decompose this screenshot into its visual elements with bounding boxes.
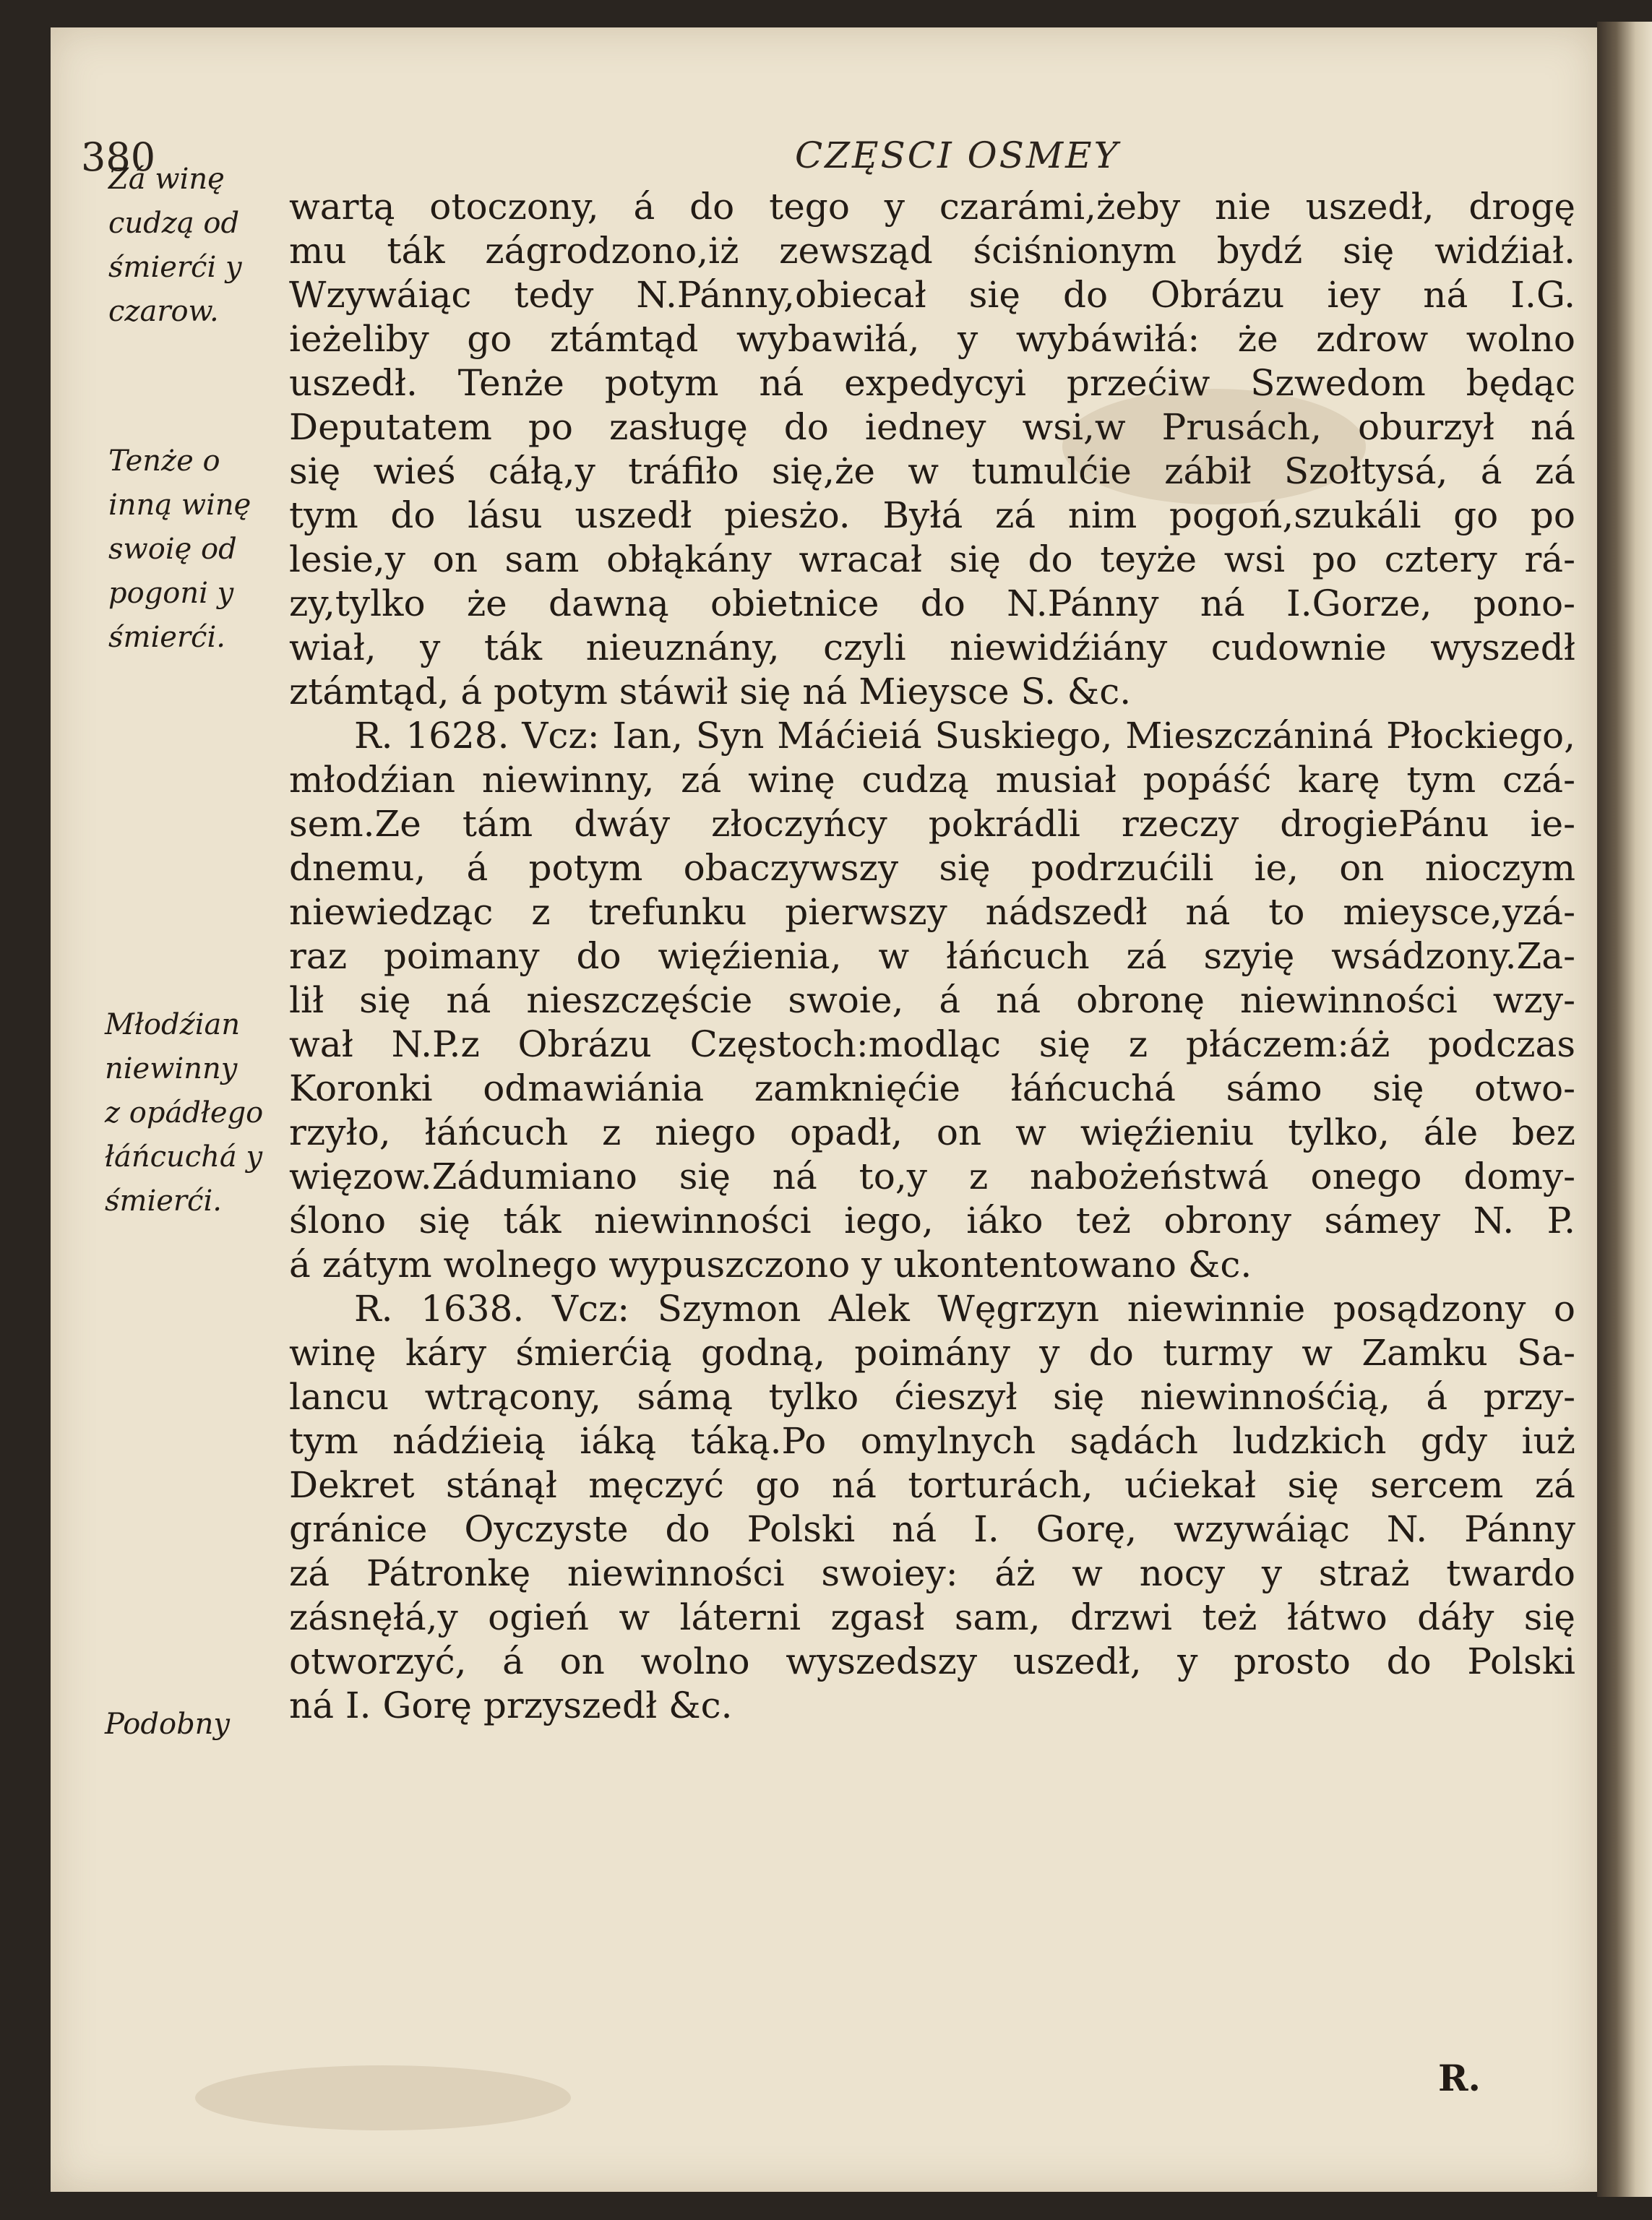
text-line: tym nádźieią iáką táką.Po omylnych sądách ludzkich gdy iuż — [289, 1420, 1575, 1462]
book-spine — [1597, 22, 1652, 2197]
body-text — [289, 185, 1575, 1728]
paper-stain — [195, 2065, 571, 2130]
text-line: zy,tylko że dawną obietnice do N.Pánny ná I.Gorze, pono- — [289, 582, 1575, 624]
text-line: ślono się ták niewinności iego, iáko też obrony sámey N. P. — [289, 1200, 1575, 1242]
margin-note-line: łáńcuchá y — [105, 1140, 263, 1174]
text-line: wartą otoczony, á do tego y czarámi,żeby nie uszedł, drogę — [289, 186, 1575, 228]
margin-note-line: śmierći. — [105, 1184, 222, 1218]
margin-note-line: Młodźian — [105, 1008, 241, 1041]
margin-note-line: inną winę — [108, 489, 251, 522]
margin-note — [105, 1003, 293, 1223]
margin-note-line: cudzą od — [108, 207, 240, 240]
book-page — [51, 27, 1597, 2192]
margin-note — [105, 1703, 293, 1747]
text-line: Deputatem po zasługę do iedney wsi,w Prusách, oburzył ná — [289, 406, 1575, 448]
text-line: niewiedząc z trefunku pierwszy nádszedł ná to mieysce,yzá- — [289, 891, 1575, 933]
text-line: dnemu, á potym obaczywszy się podrzućili ie, on nioczym — [289, 847, 1575, 889]
text-line: R. 1628. Vcz: Ian, Syn Máćieiá Suskiego, Mieszczániná Płockiego, — [354, 715, 1575, 757]
margin-note — [108, 439, 296, 660]
text-line: zá Pátronkę niewinności swoiey: áż w nocy y straż twardo — [289, 1552, 1575, 1594]
margin-note — [108, 158, 296, 334]
text-line: młodźian niewinny, zá winę cudzą musiał popáść karę tym czá- — [289, 759, 1575, 801]
margin-note-line: pogoni y — [108, 577, 234, 610]
text-line: uszedł. Tenże potym ná expedycyi przećiw Szwedom będąc — [289, 362, 1575, 404]
margin-note-line: swoię od — [108, 533, 237, 566]
margin-note-line: śmierći y — [108, 251, 242, 284]
text-line: lił się ná nieszczęście swoie, á ná obronę niewinności wzy- — [289, 979, 1575, 1021]
text-line: ieżeliby go ztámtąd wybawiłá, y wybáwiłá: że zdrow wolno — [289, 318, 1575, 360]
margin-note-line: z opádłego — [105, 1096, 264, 1130]
text-line: się wieś cáłą,y tráfiło się,że w tumulćie zábił Szołtysá, á zá — [289, 450, 1575, 492]
text-line: Wzywáiąc tedy N.Pánny,obiecał się do Obrázu iey ná I.G. — [289, 274, 1575, 316]
text-line: wiał, y ták nieuznány, czyli niewidźiány cudownie wyszedł — [289, 627, 1575, 668]
margin-note-line: śmierći. — [108, 621, 225, 654]
running-head: CZĘSCI OSMEY — [795, 134, 1120, 176]
margin-note-line: niewinny — [105, 1052, 238, 1085]
text-line: Koronki odmawiánia zamknięćie łáńcuchá sámo się otwo- — [289, 1067, 1575, 1109]
text-line: ztámtąd, á potym stáwił się ná Mieysce S. &c. — [289, 671, 1132, 713]
text-line: winę káry śmierćią godną, poimány y do turmy w Zamku Sa- — [289, 1332, 1575, 1374]
catchword: R. — [1438, 2057, 1481, 2099]
text-line: zásnęłá,y ogień w láterni zgasł sam, drzwi też łátwo dáły się — [289, 1596, 1575, 1638]
text-line: sem.Ze tám dwáy złoczyńcy pokrádli rzeczy drogiePánu ie- — [289, 803, 1575, 845]
text-line: ná I. Gorę przyszedł &c. — [289, 1685, 733, 1726]
margin-note-line: Zá winę — [108, 163, 225, 196]
text-line: otworzyć, á on wolno wyszedszy uszedł, y prosto do Polski — [289, 1640, 1575, 1682]
text-line: więzow.Zádumiano się ná to,y z nabożeństwá onego domy- — [289, 1156, 1575, 1197]
text-line: á zátym wolnego wypuszczono y ukontentowano &c. — [289, 1244, 1252, 1286]
text-line: tym do lásu uszedł piesżo. Byłá zá nim pogoń,szukáli go po — [289, 494, 1575, 536]
text-line: rzyło, łáńcuch z niego opadł, on w więźieniu tylko, ále bez — [289, 1111, 1575, 1153]
text-line: raz poimany do więźienia, w łáńcuch zá szyię wsádzony.Za- — [289, 935, 1575, 977]
text-line: R. 1638. Vcz: Szymon Alek Węgrzyn niewinnie posądzony o — [354, 1288, 1575, 1330]
margin-note-line: Tenże o — [108, 444, 220, 478]
text-line: lancu wtrącony, sámą tylko ćieszył się niewinnośćią, á przy- — [289, 1376, 1575, 1418]
text-line: mu ták zágrodzono,iż zewsząd ściśnionym bydź się widźiał. — [289, 230, 1575, 272]
margin-note-line: Podobny — [105, 1708, 231, 1741]
text-line: wał N.P.z Obrázu Częstoch:modląc się z płáczem:áż podczas — [289, 1023, 1575, 1065]
text-line: lesie,y on sam obłąkány wracał się do teyże wsi po cztery rá- — [289, 538, 1575, 580]
text-line: gránice Oyczyste do Polski ná I. Gorę, wzywáiąc N. Pánny — [289, 1508, 1575, 1550]
margin-note-line: czarow. — [108, 295, 219, 328]
text-line: Dekret stánął męczyć go ná torturách, ućiekał się sercem zá — [289, 1464, 1575, 1506]
page-number: 380 — [81, 134, 156, 180]
